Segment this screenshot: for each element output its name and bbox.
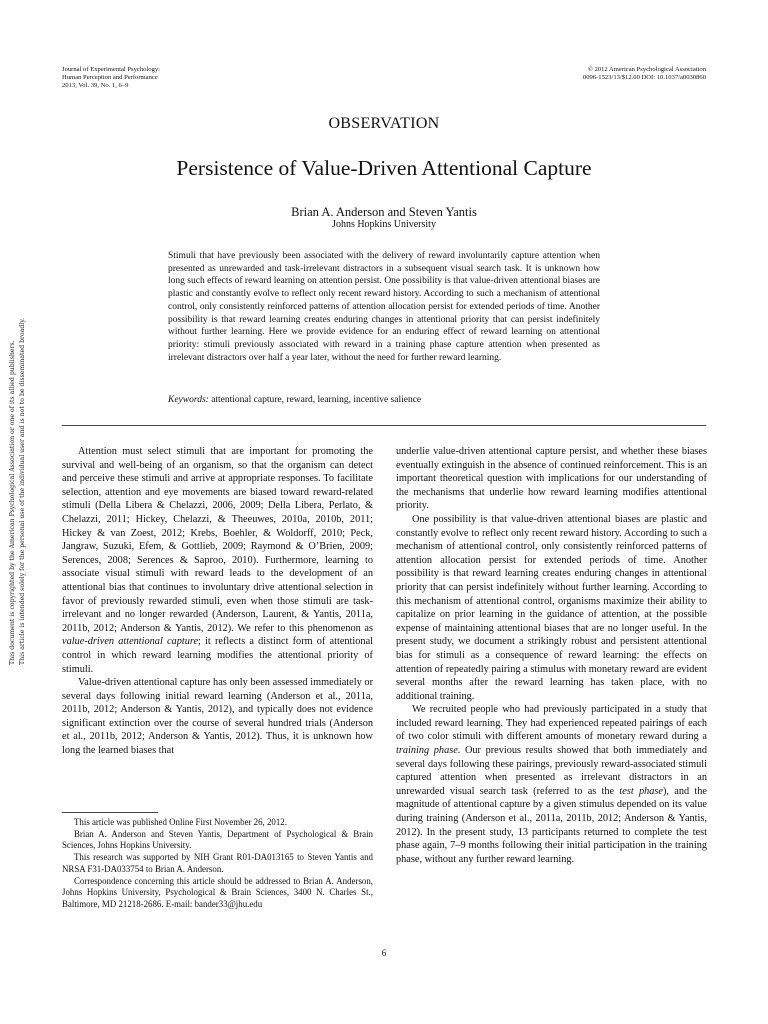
notice-line: This article is intended solely for the personal use of the individual user and is not to be disseminated broadly. xyxy=(18,318,26,665)
section-label: OBSERVATION xyxy=(328,115,440,132)
body-paragraph: We recruited people who had previously participated in a study that included reward learning. They had experienced repeated pairings of each of two color stimuli with different amounts of monetary reward during a training phase. Our previous results showed that both immediately and several days following these pairings, previously reward-associated stimuli captured attention when presented as irrelevant distractors in an unrewarded visual search task (referred to as the test phase), and the magnitude of attentional capture by a given stimulus depended on its value during training (Anderson et al., 2011a, 2011b, 2012; Anderson & Yantis, 2012). In the present study, 13 participants returned to complete the test phase again, 7–9 months following their initial participation in the training phase, without any further reward learning. xyxy=(396,704,707,865)
journal-line: Human Perception and Performance xyxy=(62,74,158,82)
header-divider xyxy=(62,425,706,426)
body-paragraph: Attention must select stimuli that are important for promoting the survival and well-being of an organism, so that the organism can detect and perceive these stimuli and arrive at appropriate responses. To facilitate selection, attention and eye movements are biased toward reward-related stimuli (Della Libera & Chelazzi, 2006, 2009; Della Libera, Perlato, & Chelazzi, 2011; Hickey, Chelazzi, & Theeuwes, 2010a, 2010b, 2011; Hickey & van Zoest, 2012; Krebs, Boehler, & Woldorff, 2010; Peck, Jangraw, Suzuki, Efem, & Gottlieb, 2009; Raymond & O’Brien, 2009; Serences, 2008; Serences & Saproo, 2010). Furthermore, learning to associate visual stimuli with reward leads to the development of an attentional bias that continues to involuntary drive attentional selection in favor of previously rewarded stimuli, even when those stimuli are task-irrelevant and no longer rewarded (Anderson, Laurent, & Yantis, 2011a, 2011b, 2012; Anderson & Yantis, 2012). We refer to this phenomenon as value-driven attentional capture; it reflects a distinct form of attentional control in which reward learning modifies the attentional priority of stimuli. xyxy=(62,446,373,675)
copyright-notice-vertical xyxy=(8,318,27,665)
footnote: This research was supported by NIH Grant R01-DA013165 to Steven Yantis and NRSA F31-DA033754 to Brian A. Anderson. xyxy=(62,852,373,874)
body-paragraph: One possibility is that value-driven attentional biases are plastic and constantly evolve to reflect only recent reward history. According to such a mechanism of attentional control, only consistently reinforced patterns of attention allocation persist for extended periods of time. Another possibility is that reward learning creates enduring changes in attentional priority that can persist indefinitely without further learning. According to this mechanism of attentional control, organisms maximize their ability to capitalize on prior learning in the guidance of attention, at the possible expense of maintaining attentional biases that are no longer useful. In the present study, we document a strikingly robust and persistent attentional bias for stimuli as a consequence of reward learning: the effects on attention of repeatedly pairing a stimulus with monetary reward are evident several months after the reward learning has taken place, with no additional training. xyxy=(396,513,707,702)
affiliation: Johns Hopkins University xyxy=(332,219,436,230)
journal-line: Journal of Experimental Psychology: xyxy=(62,66,160,73)
left-column xyxy=(62,445,373,758)
notice-line: This document is copyrighted by the American Psychological Association or one of its allied publishers. xyxy=(9,340,16,665)
keywords-label: Keywords: xyxy=(168,395,209,405)
term-emphasis: value-driven attentional capture xyxy=(62,636,199,648)
body-paragraph: underlie value-driven attentional capture persist, and whether these biases eventually extinguish in the absence of continued reinforcement. This is an important theoretical question with implications for our understanding of the mechanisms that underlie how reward learning modifies attentional priority. xyxy=(396,446,707,512)
doi-line: 0096-1523/13/$12.00 DOI: 10.1037/a0030860 xyxy=(582,74,706,82)
copyright-line: © 2012 American Psychological Association xyxy=(587,66,706,73)
right-column xyxy=(396,445,707,866)
author-list: Brian A. Anderson and Steven Yantis xyxy=(291,205,477,219)
abstract: Stimuli that have previously been associated with the delivery of reward involuntarily capture attention when presented as unrewarded and task-irrelevant distractors in a subsequent visual search task. It is unknown how long such effects of reward learning on attention persist. One possibility is that value-driven attentional biases are plastic and constantly evolve to reflect only recent reward history. According to such a mechanism of attentional control, only consistently reinforced patterns of attention allocation persist for extended periods of time. Another possibility is that reward learning creates enduring changes in attentional priority that can persist indefinitely without further learning. Here we provide evidence for an enduring effect of reward learning on attentional priority: stimuli previously associated with reward in a training phase capture attention when presented as irrelevant distractors over half a year later, without the need for further reward learning. xyxy=(168,251,600,363)
copyright-block xyxy=(583,66,706,82)
article-title: Persistence of Value-Driven Attentional Capture xyxy=(176,156,592,180)
keywords xyxy=(168,395,608,405)
footnote: This article was published Online First November 26, 2012. xyxy=(74,817,287,827)
footnotes xyxy=(62,817,373,911)
term-emphasis: test phase xyxy=(619,785,663,797)
journal-citation xyxy=(62,66,160,91)
term-emphasis: training phase xyxy=(396,745,458,757)
footnote-divider xyxy=(62,812,158,813)
keywords-text: attentional capture, reward, learning, incentive salience xyxy=(211,395,422,405)
body-paragraph: Value-driven attentional capture has only been assessed immediately or several days following initial reward learning (Anderson et al., 2011a, 2011b, 2012; Anderson & Yantis, 2012), and typically does not evidence significant extinction over the course of several hundred trials (Anderson et al., 2011b, 2012; Anderson & Yantis, 2012). Thus, it is unknown how long the learned biases that xyxy=(62,677,373,757)
footnote: Correspondence concerning this article should be addressed to Brian A. Anderson, Johns Hopkins University, Psychological & Brain Sciences, 3400 N. Charles St., Baltimore, MD 21218-2686. E-mail: bander33@jhu.edu xyxy=(62,875,373,909)
page-number: 6 xyxy=(381,948,387,958)
journal-line: 2013, Vol. 39, No. 1, 6–9 xyxy=(62,82,129,90)
footnote: Brian A. Anderson and Steven Yantis, Department of Psychological & Brain Sciences, Johns Hopkins University. xyxy=(62,828,373,851)
